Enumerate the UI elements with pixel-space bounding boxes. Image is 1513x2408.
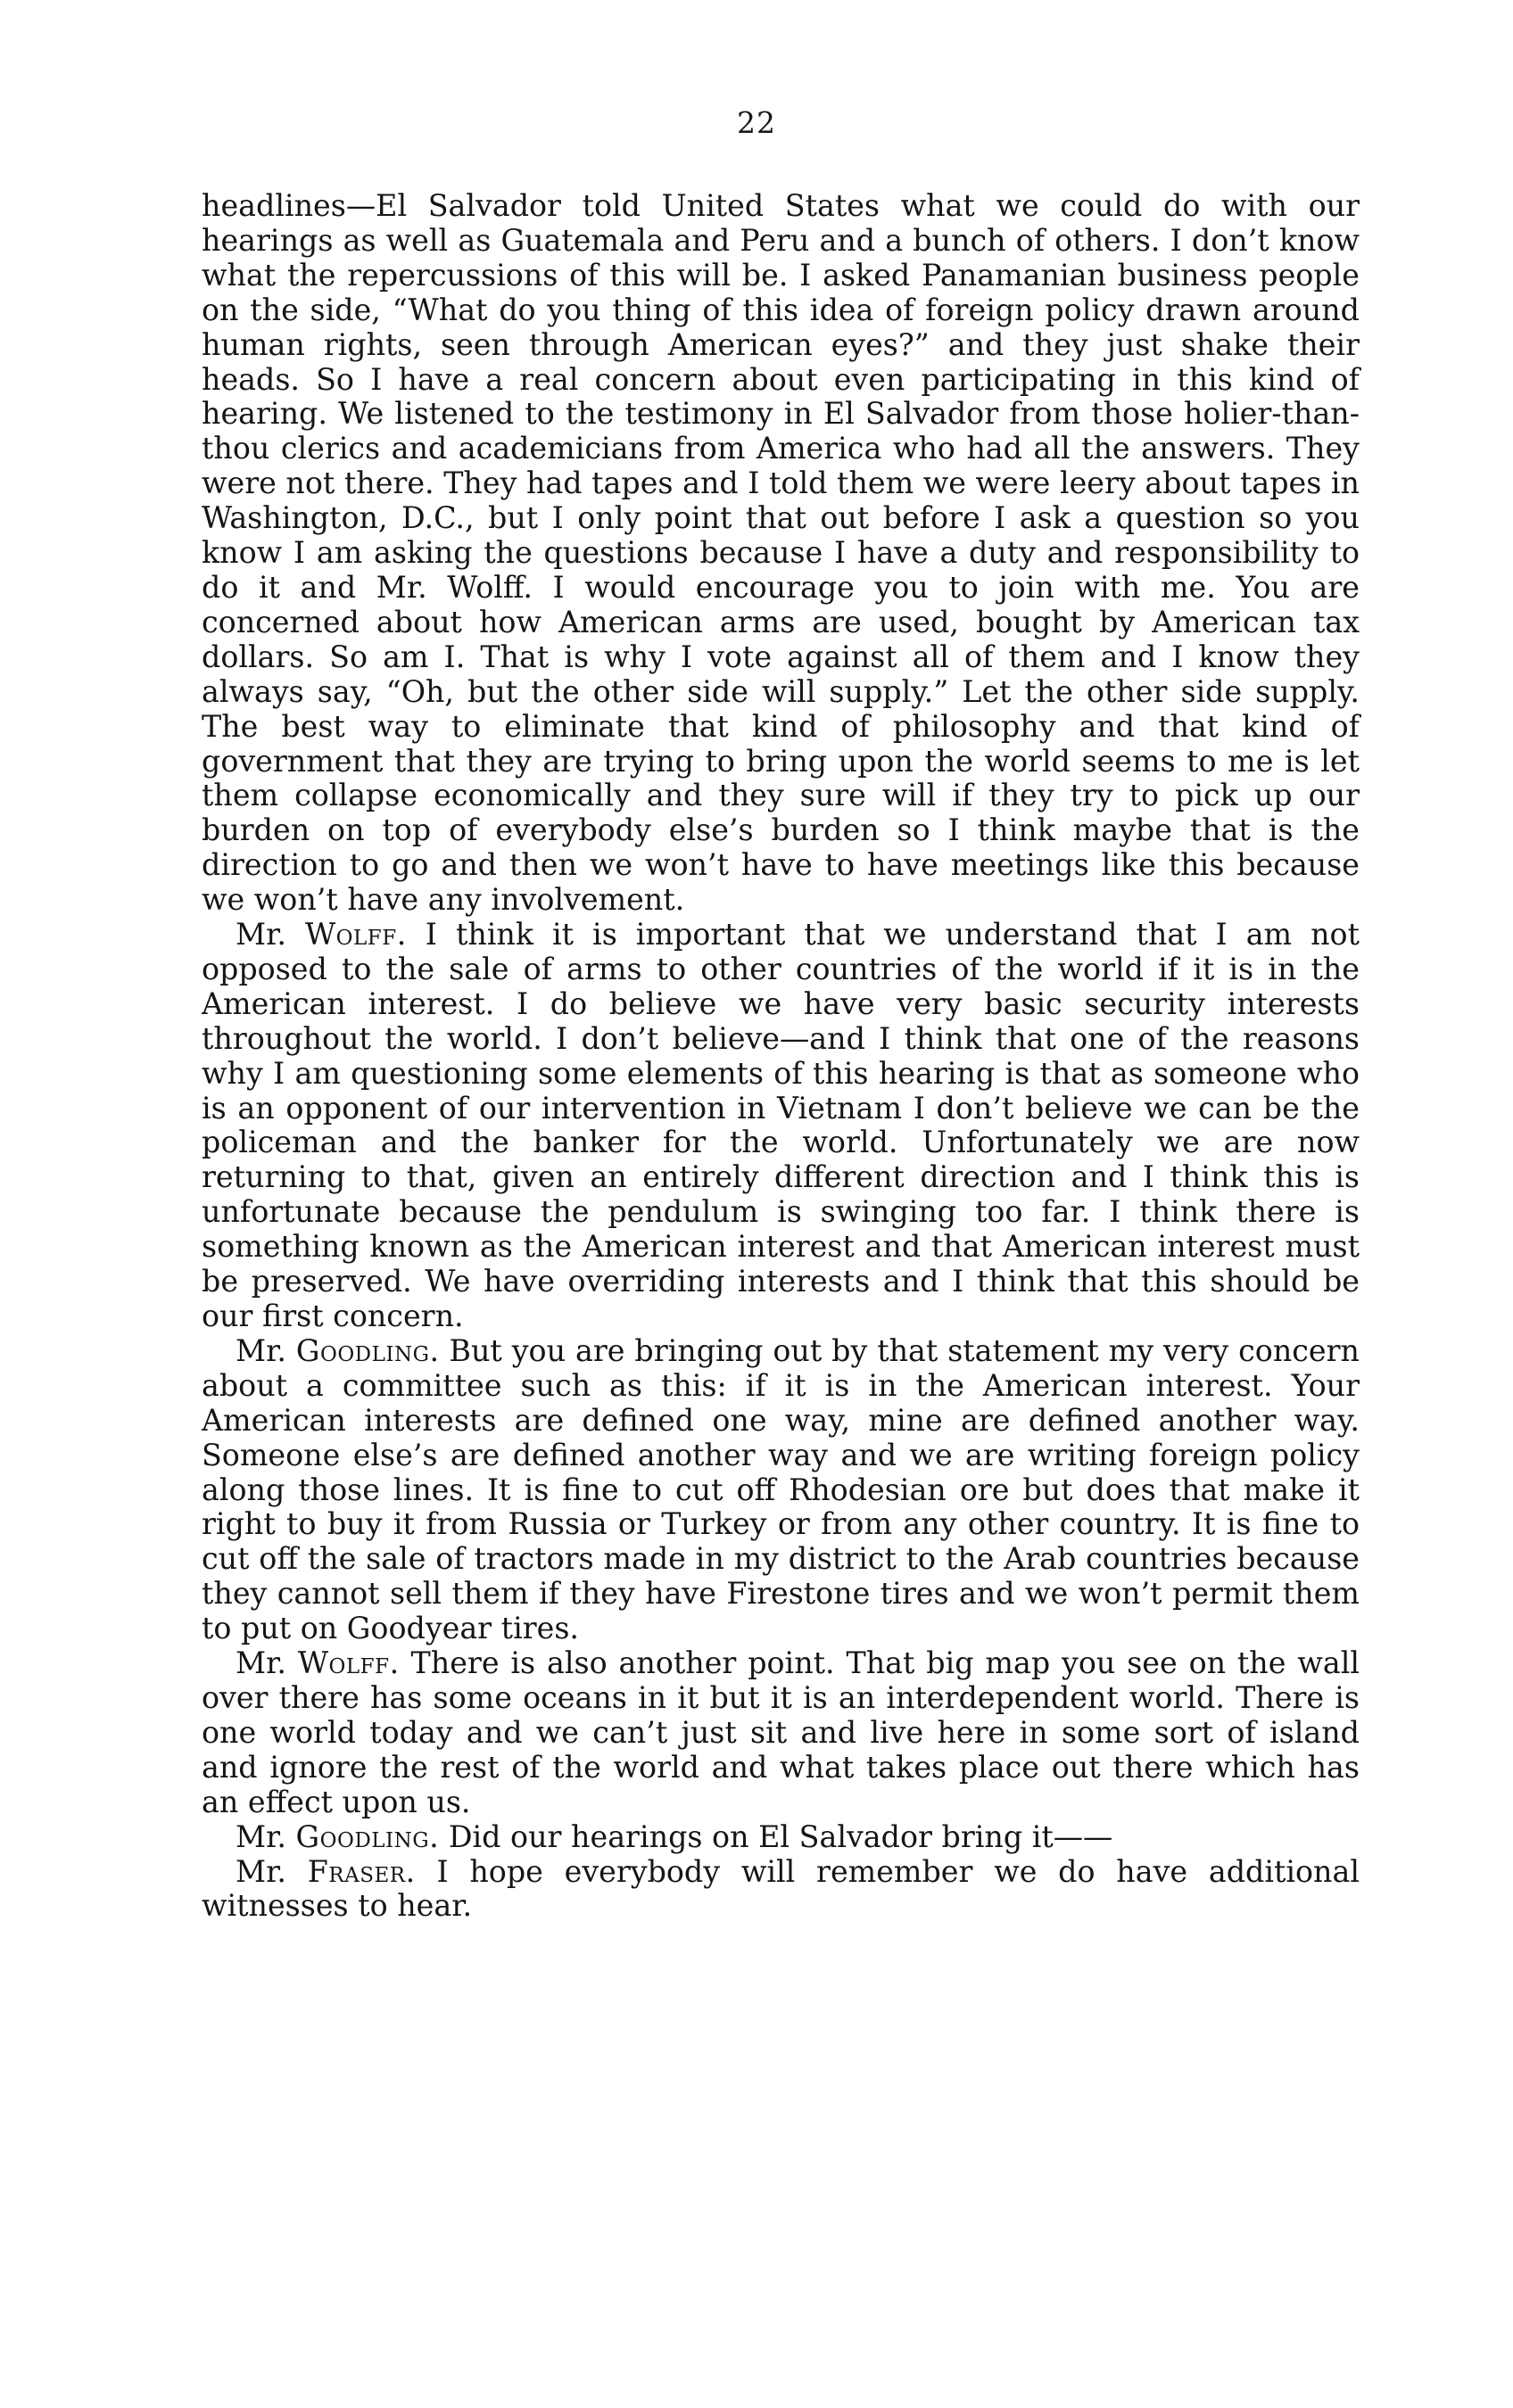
paragraph-text: headlines—El Salvador told United States what we could do with our hearings as well as Guatemala and Peru and a bunch of others. I don’t know what the repercussions of this will be. I asked Panamanian business people on the side, “What do you thing of this idea of foreign policy drawn around human rights, seen through American eyes?” and they just shake their heads. So I have a real concern about even participating in this kind of hearing. We listened to the testimony in El Salvador from those holier-than-thou clerics and academicians from America who had all the answers. They were not there. They had tapes and I told them we were leery about tapes in Washington, D.C., but I only point that out before I ask a question so you know I am asking the questions because I have a duty and responsibility to do it and Mr. Wolff. I would encourage you to join with me. You are concerned about how American arms are used, bought by American tax dollars. So am I. That is why I vote against all of them and I know they always say, “Oh, but the other side will supply.” Let the other side supply. The best way to eliminate that kind of philosophy and that kind of government that they are trying to bring upon the world seems to me is let them collapse economically and they sure will if they try to pick up our burden on top of everybody else’s burden so I think maybe that is the direction to go and then we won’t have to have meetings like this because we won’t have any involvement. <box>202 188 1360 918</box>
paragraph-fraser <box>202 1855 1360 1925</box>
page-number: 22 <box>737 105 776 140</box>
paragraph-text: There is also another point. That big map you see on the wall over there has some oceans in it but it is an interdependent world. There is one world today and we can’t just sit and live here in some sort of island and ignore the rest of the world and what takes place out there which has an effect upon us. <box>202 1645 1360 1819</box>
paragraph-text: Did our hearings on El Salvador bring it—— <box>439 1818 1113 1854</box>
paragraph-text: I think it is important that we understand that I am not opposed to the sale of arms to other countries of the world if it is in the American interest. I do believe we have very basic security interests throughout the world. I don’t believe—and I think that one of the reasons why I am questioning some elements of this hearing is that as someone who is an opponent of our intervention in Vietnam I don’t believe we can be the policeman and the banker for the world. Unfortunately we are now returning to that, given an entirely different direction and I think this is unfortunate because the pendulum is swinging too far. I think there is something known as the American interest and that American interest must be preserved. We have overriding interests and I think that this should be our first concern. <box>202 917 1360 1333</box>
speaker-name: Goodling. <box>295 1332 440 1368</box>
speaker-name: Goodling. <box>295 1818 440 1854</box>
speaker-prefix: Mr. <box>236 1332 296 1368</box>
body-text <box>202 189 1360 1924</box>
paragraph-wolff-1 <box>202 918 1360 1334</box>
paragraph-text: But you are bringing out by that statement my very concern about a committee such as this: if it is in the American interest. Your American interests are defined one way, mine are defined another way. Someone else’s are defined another way and we are writing foreign policy along those lines. It is fine to cut off Rhodesian ore but does that make it right to buy it from Russia or Turkey or from any other country. It is fine to cut off the sale of tractors made in my district to the Arab countries because they cannot sell them if they have Firestone tires and we won’t permit them to put on Goodyear tires. <box>202 1332 1360 1646</box>
speaker-name: Wolff. <box>304 917 407 952</box>
speaker-name: Fraser. <box>307 1853 416 1889</box>
speaker-prefix: Mr. <box>236 1853 308 1889</box>
paragraph-goodling-1 <box>202 1334 1360 1646</box>
paragraph-continuation <box>202 189 1360 918</box>
speaker-name: Wolff. <box>297 1645 400 1681</box>
paragraph-wolff-2 <box>202 1646 1360 1820</box>
paragraph-text: I hope everybody will remember we do have additional witnesses to hear. <box>202 1853 1360 1924</box>
speaker-prefix: Mr. <box>236 917 305 952</box>
paragraph-goodling-2 <box>202 1820 1360 1855</box>
speaker-prefix: Mr. <box>236 1645 298 1681</box>
speaker-prefix: Mr. <box>236 1818 296 1854</box>
